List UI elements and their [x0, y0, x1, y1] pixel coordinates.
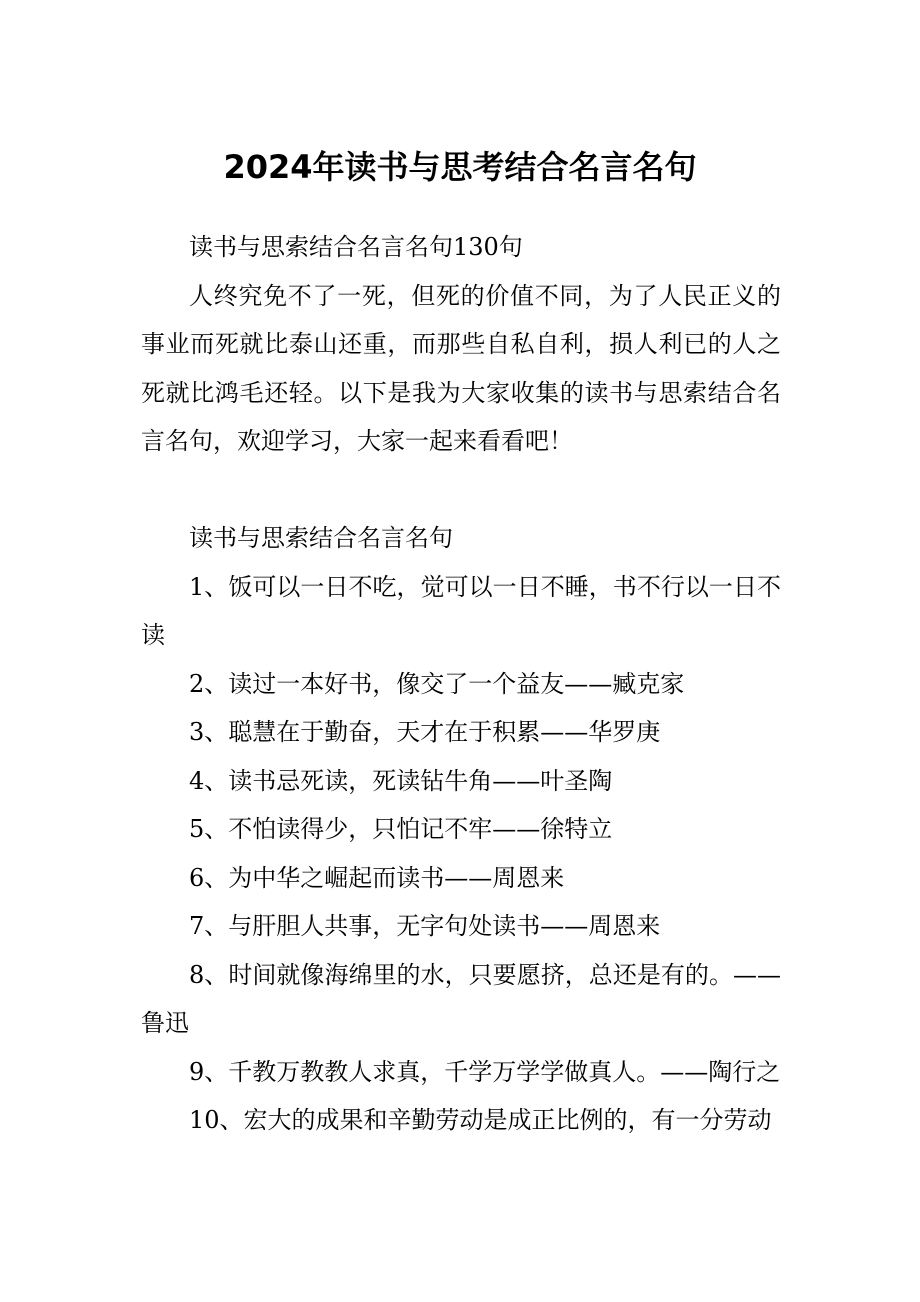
- intro-paragraph: 人终究免不了一死，但死的价值不同，为了人民正义的事业而死就比泰山还重，而那些自私自利，损人利已的人之死就比鸿毛还轻。以下是我为大家收集的读书与思索结合名言名句，欢迎学习，大家一起来看看吧！: [141, 281, 781, 455]
- section-heading: 读书与思索结合名言名句: [189, 524, 453, 552]
- quote-item-3: 3、聪慧在于勤奋，天才在于积累——华罗庚: [189, 718, 661, 746]
- subtitle-paragraph: 读书与思索结合名言名句130句: [189, 233, 523, 261]
- document-title: 2024年读书与思考结合名言名句: [223, 148, 697, 186]
- quote-item-6: 6、为中华之崛起而读书——周恩来: [189, 863, 565, 892]
- quote-item-4: 4、读书忌死读，死读钻牛角——叶圣陶: [189, 766, 613, 795]
- quote-item-7: 7、与肝胆人共事，无字句处读书——周恩来: [189, 912, 661, 940]
- quote-item-5: 5、不怕读得少，只怕记不牢——徐特立: [189, 815, 613, 843]
- quote-item-2: 2、读过一本好书，像交了一个益友——臧克家: [189, 669, 685, 698]
- quote-item-10: 10、宏大的成果和辛勤劳动是成正比例的，有一分劳动: [189, 1106, 772, 1134]
- quote-item-1: 1、饭可以一日不吃，觉可以一日不睡，书不行以一日不读: [141, 572, 781, 649]
- document-body: [141, 223, 781, 1145]
- quote-item-9: 9、千教万教教人求真，千学万学学做真人。——陶行之: [189, 1057, 781, 1086]
- paragraph-spacer: [141, 466, 781, 515]
- quote-item-8: 8、时间就像海绵里的水，只要愿挤，总还是有的。——鲁迅: [141, 960, 781, 1037]
